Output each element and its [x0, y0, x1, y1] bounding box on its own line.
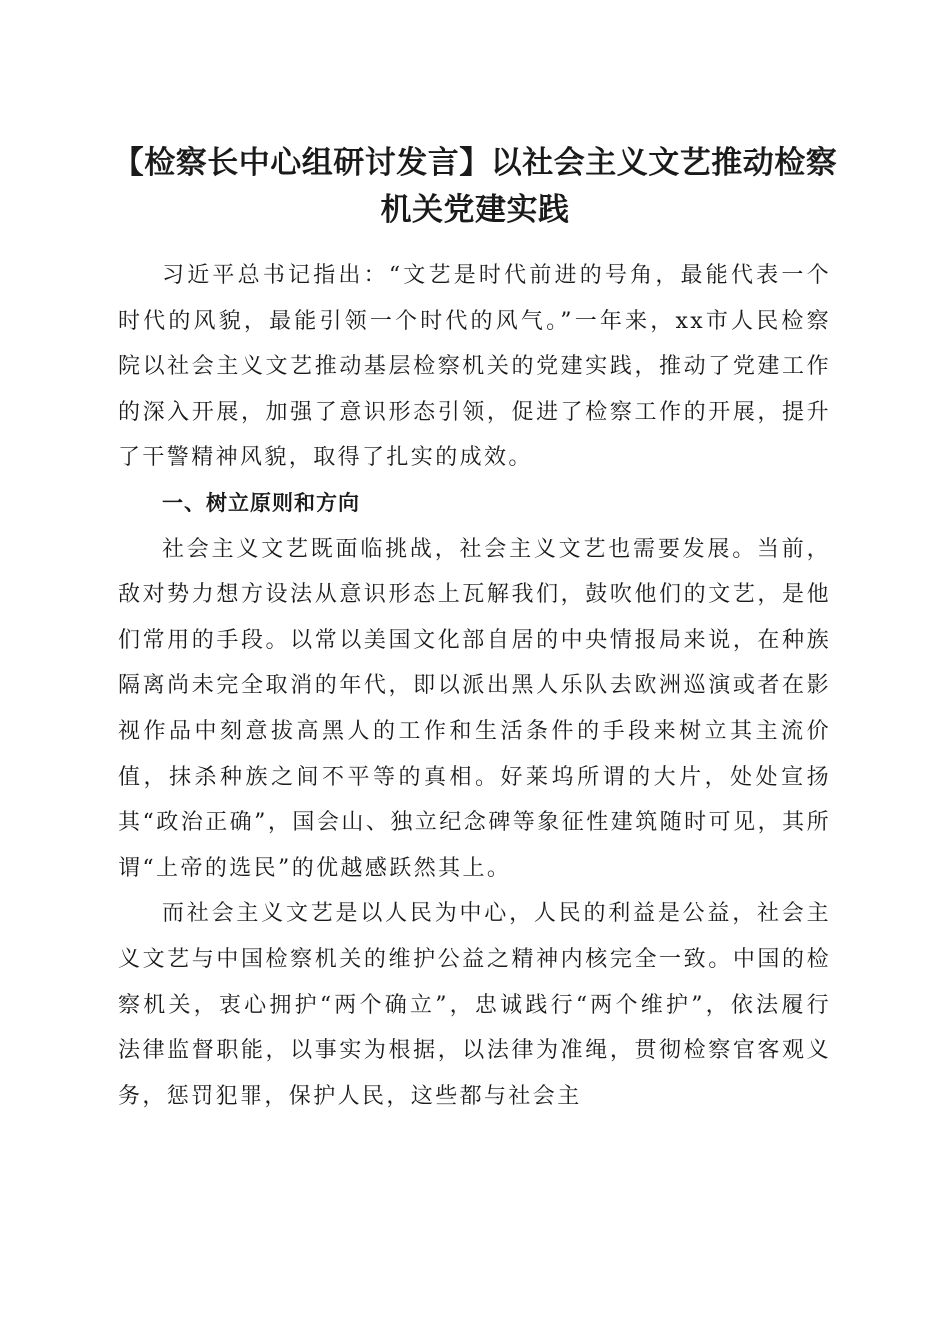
- document-title: 【检察长中心组研讨发言】以社会主义文艺推动检察机关党建实践: [112, 145, 838, 228]
- body-paragraph: 而社会主义文艺是以人民为中心，人民的利益是公益，社会主义文艺与中国检察机关的维护公益之精神内核完全一致。中国的检察机关，衷心拥护“两个确立”，忠诚践行“两个维护”，依法履行法律监督职能，以事实为根据，以法律为准绳，贯彻检察官客观义务，惩罚犯罪，保护人民，这些都与社会主: [118, 901, 831, 1109]
- intro-paragraph: 习近平总书记指出：“文艺是时代前进的号角，最能代表一个时代的风貌，最能引领一个时代的风气。”一年来，xx市人民检察院以社会主义文艺推动基层检察机关的党建实践，推动了党建工作的深入开展，加强了意识形态引领，促进了检察工作的开展，提升了干警精神风貌，取得了扎实的成效。: [118, 263, 831, 471]
- section-heading: 一、树立原则和方向: [162, 490, 360, 515]
- document-body: [118, 253, 831, 1119]
- body-paragraph: 社会主义文艺既面临挑战，社会主义文艺也需要发展。当前，敌对势力想方设法从意识形态上瓦解我们，鼓吹他们的文艺，是他们常用的手段。以常以美国文化部自居的中央情报局来说，在种族隔离尚未完全取消的年代，即以派出黑人乐队去欧洲巡演或者在影视作品中刻意拔高黑人的工作和生活条件的手段来树立其主流价值，抹杀种族之间不平等的真相。好莱坞所谓的大片，处处宣扬其“政治正确”，国会山、独立纪念碑等象征性建筑随时可见，其所谓“上帝的选民”的优越感跃然其上。: [118, 536, 831, 881]
